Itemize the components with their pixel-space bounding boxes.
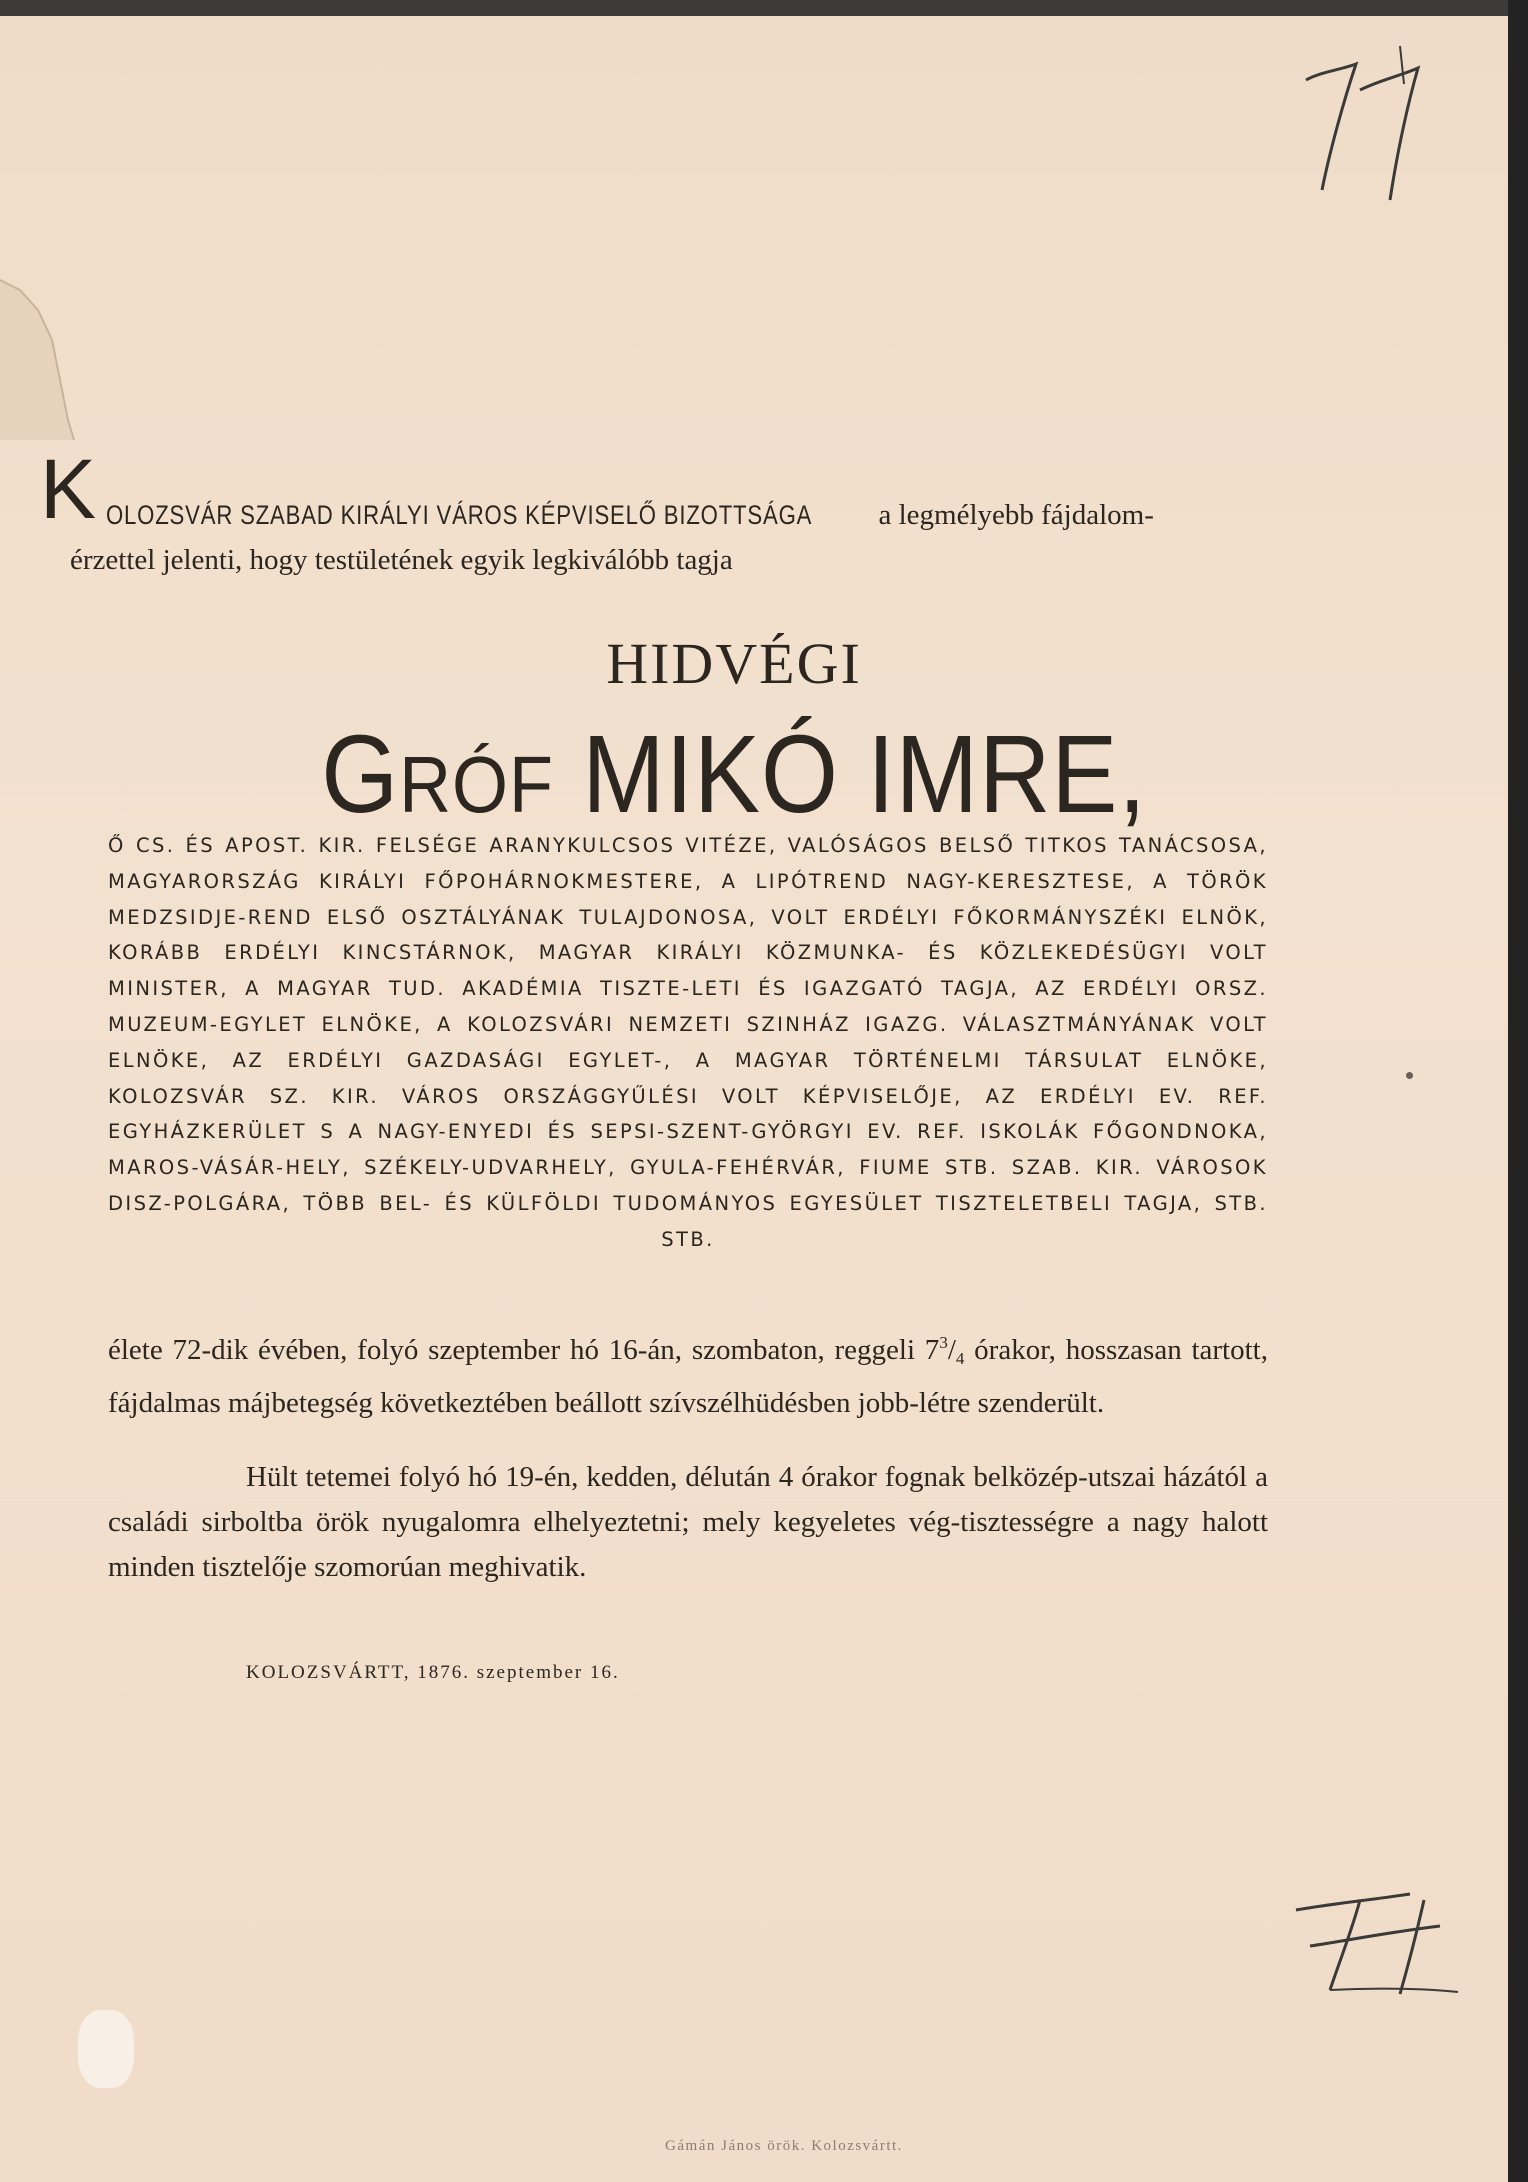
paragraph-funeral: Hült tetemei folyó hó 19-én, kedden, délután 4 órakor fognak belközép-utszai házától a családi sirboltba örök nyugalomra elhelyeztetni; mely kegyeletes vég-tisztességre a nagy halott minden tisztelője szomorúan meghivatik. bbox=[108, 1461, 1268, 1583]
drop-cap: K bbox=[40, 442, 97, 536]
printer-imprint: Gámán János örök. Kolozsvártt. bbox=[665, 2138, 903, 2154]
scan-top-edge bbox=[0, 0, 1508, 16]
intro-line-2: érzettel jelenti, hogy testületének egyik legkiválóbb tagja bbox=[70, 544, 733, 576]
ink-dot bbox=[1406, 1072, 1413, 1079]
torn-paper-edge bbox=[0, 270, 80, 440]
paragraph-death-before: élete 72-dik évében, folyó szeptember hó 16-án, szombaton, reggeli 7 bbox=[108, 1334, 940, 1366]
paragraph-death bbox=[108, 1320, 1268, 1426]
name-text: MIKÓ IMRE, bbox=[553, 713, 1147, 836]
intro-line-1 bbox=[106, 493, 1154, 537]
handwritten-number-icon bbox=[1300, 40, 1430, 210]
deceased-name bbox=[55, 713, 1412, 840]
titles-and-honors: Ő CS. ÉS APOST. KIR. FELSÉGE ARANYKULCSOS VITÉZE, VALÓSÁGOS BELSŐ TITKOS TANÁCSOSA, MAGYARORSZÁG KIRÁLYI FŐPOHÁRNOKMESTERE, A LIPÓTREND NAGY-KERESZTESE, A TÖRÖK MEDZSIDJE-REND ELSŐ OSZTÁLYÁNAK TULAJDONOSA, VOLT ERDÉLYI FŐKORMÁNYSZÉKI ELNÖK, KORÁBB ERDÉLYI KINCSTÁRNOK, MAGYAR KIRÁLYI KÖZMUNKA- ÉS KÖZLEKEDÉSÜGYI VOLT MINISTER, A MAGYAR TUD. AKADÉMIA TISZTE-LETI ÉS IGAZGATÓ TAGJA, AZ ERDÉLYI ORSZ. MUZEUM-EGYLET ELNÖKE, A KOLOZSVÁRI NEMZETI SZINHÁZ IGAZG. VÁLASZTMÁNYÁNAK VOLT ELNÖKE, AZ ERDÉLYI GAZDASÁGI EGYLET-, A MAGYAR TÖRTÉNELMI TÁRSULAT ELNÖKE, KOLOZSVÁR SZ. KIR. VÁROS ORSZÁGGYŰLÉSI VOLT KÉPVISELŐJE, AZ ERDÉLYI EV. REF. EGYHÁZKERÜLET S A NAGY-ENYEDI ÉS SEPSI-SZENT-GYÖRGYI EV. REF. ISKOLÁK FŐGONDNOKA, MAROS-VÁSÁR-HELY, SZÉKELY-UDVARHELY, GYULA-FEHÉRVÁR, FIUME STB. SZAB. KIR. VÁROSOK DISZ-POLGÁRA, TÖBB BEL- ÉS KÜLFÖLDI TUDOMÁNYOS EGYESÜLET TISZTELETBELI TAGJA, STB. STB. bbox=[108, 834, 1268, 1251]
handwritten-number-bottom-icon bbox=[1290, 1870, 1460, 2000]
dateline: KOLOZSVÁRTT, 1876. szeptember 16. bbox=[246, 1662, 620, 1683]
title-cap: G bbox=[321, 713, 400, 836]
intro-line-1-rest: a legmélyebb fájdalom- bbox=[871, 499, 1154, 531]
name-prefix: HIDVÉGI bbox=[606, 631, 862, 696]
paper-smudge bbox=[78, 2010, 134, 2088]
fraction-numerator: 3 bbox=[939, 1333, 948, 1352]
fraction-denominator: 4 bbox=[955, 1349, 965, 1368]
scan-right-edge bbox=[1508, 0, 1528, 2182]
organization-name: OLOZSVÁR SZABAD KIRÁLYI VÁROS KÉPVISELŐ BIZOTTSÁGA bbox=[106, 500, 813, 530]
title-small-caps: RÓF bbox=[399, 740, 554, 829]
fraction-separator: / bbox=[947, 1334, 956, 1366]
paragraph-death-after: órakor, hosszasan tartott, fájdalmas májbetegség következtében beállott szívszélhüdésben jobb-létre szenderült. bbox=[108, 1334, 1268, 1419]
